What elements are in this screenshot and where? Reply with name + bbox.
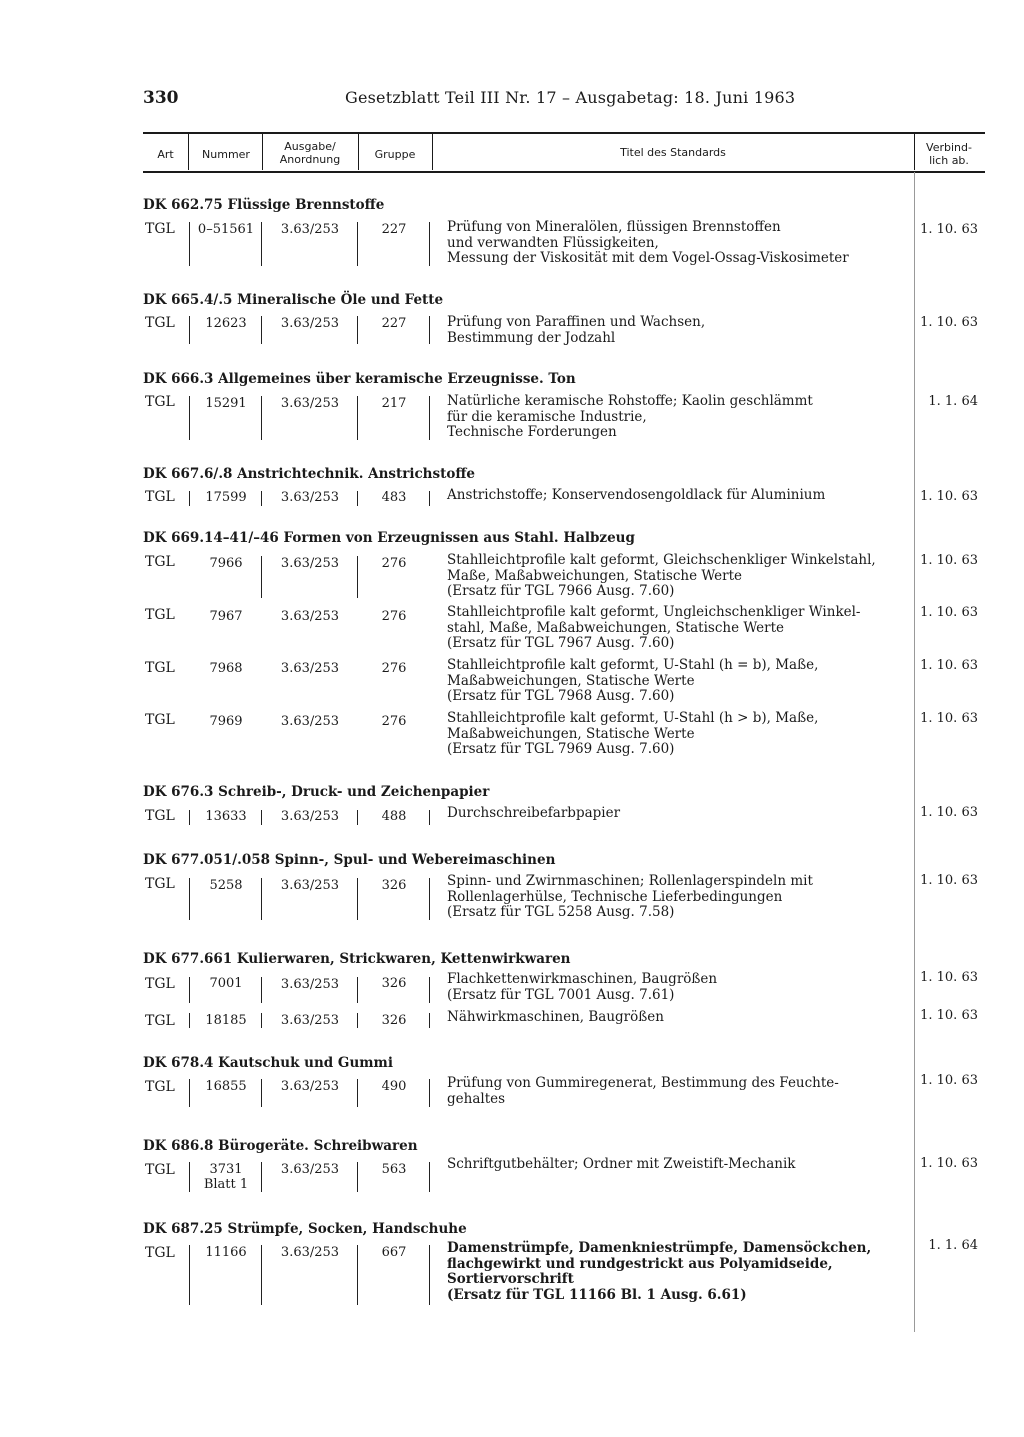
row-ausgabe: 3.63/253 <box>280 490 340 505</box>
cell-divider <box>261 491 262 506</box>
row-titel: Stahlleichtprofile kalt geformt, Ungleichschenkliger Winkel- stahl, Maße, Maßabweichungen, Statische Werte (Ersatz für TGL 7967 Ausg. 7.60) <box>447 604 861 651</box>
row-ausgabe: 3.63/253 <box>280 222 340 237</box>
row-nummer: 12623 <box>205 316 247 331</box>
cell-divider <box>357 878 358 920</box>
cell-divider <box>261 1079 262 1107</box>
row-nummer: 16855 <box>205 1079 247 1094</box>
row-ausgabe: 3.63/253 <box>280 878 340 893</box>
cell-divider <box>429 977 430 1003</box>
cell-divider <box>261 316 262 344</box>
cell-divider <box>189 222 190 266</box>
section-title: DK 662.75 Flüssige Brennstoffe <box>143 197 385 213</box>
row-art: TGL <box>145 876 175 892</box>
row-gruppe: 326 <box>381 878 407 893</box>
row-nummer: 7967 <box>209 609 243 624</box>
cell-divider <box>189 396 190 440</box>
cell-divider <box>357 491 358 506</box>
cell-divider <box>429 396 430 440</box>
cell-divider <box>189 316 190 344</box>
section-title: DK 676.3 Schreib-, Druck- und Zeichenpapier <box>143 784 490 800</box>
row-gruppe: 488 <box>381 809 407 824</box>
row-gruppe: 667 <box>381 1245 407 1260</box>
cell-divider <box>357 556 358 598</box>
row-gruppe: 490 <box>381 1079 407 1094</box>
row-verbindlich: 1. 10. 63 <box>920 315 978 330</box>
cell-divider <box>189 1079 190 1107</box>
cell-divider <box>261 810 262 825</box>
cell-divider <box>429 316 430 344</box>
row-titel: Spinn- und Zwirnmaschinen; Rollenlagerspindeln mit Rollenlagerhülse, Technische Lieferbedingungen (Ersatz für TGL 5258 Ausg. 7.58) <box>447 873 813 920</box>
row-titel: Damenstrümpfe, Damenkniestrümpfe, Damensöckchen, flachgewirkt und rundgestrickt aus Polyamidseide, Sortiervorschrift (Ersatz für TGL 11166 Bl. 1 Ausg. 6.61) <box>447 1240 872 1303</box>
cell-divider <box>429 1079 430 1107</box>
row-nummer: 11166 <box>205 1245 247 1260</box>
row-gruppe: 276 <box>381 661 407 676</box>
section-title: DK 677.661 Kulierwaren, Strickwaren, Kettenwirkwaren <box>143 951 571 967</box>
cell-divider <box>261 977 262 1003</box>
header-rule-bottom <box>143 171 985 173</box>
row-gruppe: 326 <box>381 1013 407 1028</box>
row-art: TGL <box>145 607 175 623</box>
row-verbindlich: 1. 1. 64 <box>928 394 978 409</box>
cell-divider <box>261 222 262 266</box>
row-art: TGL <box>145 1013 175 1029</box>
page-header: Gesetzblatt Teil III Nr. 17 – Ausgabetag: 18. Juni 1963 <box>345 88 796 107</box>
cell-divider <box>261 1162 262 1192</box>
row-ausgabe: 3.63/253 <box>280 714 340 729</box>
row-gruppe: 217 <box>381 396 407 411</box>
row-art: TGL <box>145 1245 175 1261</box>
row-verbindlich: 1. 10. 63 <box>920 1008 978 1023</box>
row-titel: Nähwirkmaschinen, Baugrößen <box>447 1009 664 1025</box>
row-art: TGL <box>145 315 175 331</box>
row-titel: Prüfung von Gummiregenerat, Bestimmung des Feuchte- gehaltes <box>447 1075 839 1107</box>
row-art: TGL <box>145 1162 175 1178</box>
row-art: TGL <box>145 489 175 505</box>
cell-divider <box>429 1245 430 1305</box>
column-header-titel: Titel des Standards <box>620 146 726 159</box>
row-verbindlich: 1. 10. 63 <box>920 711 978 726</box>
row-verbindlich: 1. 10. 63 <box>920 658 978 673</box>
row-nummer: 3731 Blatt 1 <box>203 1162 249 1192</box>
column-header-art: Art <box>157 148 174 161</box>
cell-divider <box>261 396 262 440</box>
cell-divider <box>189 810 190 825</box>
cell-divider <box>429 1013 430 1028</box>
row-gruppe: 276 <box>381 556 407 571</box>
section-title: DK 669.14–41/–46 Formen von Erzeugnissen aus Stahl. Halbzeug <box>143 530 635 546</box>
row-nummer: 17599 <box>205 490 247 505</box>
row-verbindlich: 1. 10. 63 <box>920 873 978 888</box>
row-verbindlich: 1. 1. 64 <box>928 1238 978 1253</box>
row-ausgabe: 3.63/253 <box>280 809 340 824</box>
row-verbindlich: 1. 10. 63 <box>920 489 978 504</box>
row-verbindlich: 1. 10. 63 <box>920 1156 978 1171</box>
cell-divider <box>189 1245 190 1305</box>
row-art: TGL <box>145 554 175 570</box>
row-nummer: 15291 <box>205 396 247 411</box>
row-titel: Stahlleichtprofile kalt geformt, U-Stahl (h = b), Maße, Maßabweichungen, Statische Werte (Ersatz für TGL 7968 Ausg. 7.60) <box>447 657 819 704</box>
row-art: TGL <box>145 1079 175 1095</box>
column-header-gruppe: Gruppe <box>374 148 416 161</box>
row-gruppe: 276 <box>381 609 407 624</box>
section-title: DK 678.4 Kautschuk und Gummi <box>143 1055 393 1071</box>
cell-divider <box>357 1245 358 1305</box>
row-titel: Schriftgutbehälter; Ordner mit Zweistift-Mechanik <box>447 1156 796 1172</box>
cell-divider <box>357 810 358 825</box>
cell-divider <box>357 1162 358 1192</box>
cell-divider <box>357 222 358 266</box>
section-title: DK 677.051/.058 Spinn-, Spul- und Webereimaschinen <box>143 852 556 868</box>
row-ausgabe: 3.63/253 <box>280 556 340 571</box>
row-nummer: 7001 <box>209 976 243 991</box>
cell-divider <box>189 1013 190 1028</box>
row-gruppe: 227 <box>381 316 407 331</box>
row-ausgabe: 3.63/253 <box>280 1079 340 1094</box>
row-nummer: 7969 <box>209 714 243 729</box>
row-nummer: 18185 <box>205 1013 247 1028</box>
row-art: TGL <box>145 976 175 992</box>
section-title: DK 686.8 Bürogeräte. Schreibwaren <box>143 1138 418 1154</box>
row-titel: Flachkettenwirkmaschinen, Baugrößen (Ersatz für TGL 7001 Ausg. 7.61) <box>447 971 718 1003</box>
row-ausgabe: 3.63/253 <box>280 1245 340 1260</box>
row-art: TGL <box>145 221 175 237</box>
cell-divider <box>429 878 430 920</box>
page-number: 330 <box>143 88 179 108</box>
row-gruppe: 483 <box>381 490 407 505</box>
row-nummer: 0–51561 <box>197 222 255 237</box>
row-titel: Stahlleichtprofile kalt geformt, Gleichschenkliger Winkelstahl, Maße, Maßabweichungen, Statische Werte (Ersatz für TGL 7966 Ausg. 7.60) <box>447 552 876 599</box>
row-art: TGL <box>145 808 175 824</box>
cell-divider <box>357 316 358 344</box>
cell-divider <box>189 1162 190 1192</box>
row-nummer: 7966 <box>209 556 243 571</box>
section-title: DK 665.4/.5 Mineralische Öle und Fette <box>143 292 444 308</box>
column-header-ausgabe: Ausgabe/ Anordnung <box>279 140 341 166</box>
row-titel: Durchschreibefarbpapier <box>447 805 621 821</box>
row-verbindlich: 1. 10. 63 <box>920 1073 978 1088</box>
cell-divider <box>429 491 430 506</box>
cell-divider <box>357 1079 358 1107</box>
row-ausgabe: 3.63/253 <box>280 1162 340 1177</box>
cell-divider <box>189 878 190 920</box>
row-nummer: 7968 <box>209 661 243 676</box>
row-gruppe: 227 <box>381 222 407 237</box>
section-title: DK 687.25 Strümpfe, Socken, Handschuhe <box>143 1221 467 1237</box>
cell-divider <box>429 1162 430 1192</box>
cell-divider <box>189 977 190 1003</box>
row-art: TGL <box>145 660 175 676</box>
cell-divider <box>261 556 262 598</box>
row-titel: Stahlleichtprofile kalt geformt, U-Stahl (h > b), Maße, Maßabweichungen, Statische Werte (Ersatz für TGL 7969 Ausg. 7.60) <box>447 710 819 757</box>
cell-divider <box>357 396 358 440</box>
row-art: TGL <box>145 394 175 410</box>
row-ausgabe: 3.63/253 <box>280 661 340 676</box>
cell-divider <box>357 1013 358 1028</box>
row-gruppe: 326 <box>381 976 407 991</box>
row-ausgabe: 3.63/253 <box>280 1013 340 1028</box>
header-rule-top <box>143 132 985 134</box>
row-ausgabe: 3.63/253 <box>280 609 340 624</box>
row-art: TGL <box>145 712 175 728</box>
row-verbindlich: 1. 10. 63 <box>920 553 978 568</box>
row-nummer: 5258 <box>209 878 243 893</box>
row-ausgabe: 3.63/253 <box>280 316 340 331</box>
cell-divider <box>261 1013 262 1028</box>
row-titel: Natürliche keramische Rohstoffe; Kaolin geschlämmt für die keramische Industrie, Technische Forderungen <box>447 393 813 440</box>
section-title: DK 666.3 Allgemeines über keramische Erzeugnisse. Ton <box>143 371 576 387</box>
row-ausgabe: 3.63/253 <box>280 977 340 992</box>
row-verbindlich: 1. 10. 63 <box>920 805 978 820</box>
cell-divider <box>189 491 190 506</box>
column-divider <box>188 134 189 170</box>
row-gruppe: 563 <box>381 1162 407 1177</box>
row-titel: Prüfung von Paraffinen und Wachsen, Bestimmung der Jodzahl <box>447 314 706 346</box>
section-title: DK 667.6/.8 Anstrichtechnik. Anstrichstoffe <box>143 466 476 482</box>
cell-divider <box>261 878 262 920</box>
column-header-nummer: Nummer <box>202 148 250 161</box>
column-header-verbindlich: Verbind- lich ab. <box>926 141 972 167</box>
row-titel: Anstrichstoffe; Konservendosengoldlack für Aluminium <box>447 487 826 503</box>
cell-divider <box>429 810 430 825</box>
row-verbindlich: 1. 10. 63 <box>920 222 978 237</box>
row-verbindlich: 1. 10. 63 <box>920 970 978 985</box>
row-titel: Prüfung von Mineralölen, flüssigen Brennstoffen und verwandten Flüssigkeiten, Messung der Viskosität mit dem Vogel-Ossag-Viskosimeter <box>447 219 849 266</box>
row-gruppe: 276 <box>381 714 407 729</box>
row-verbindlich: 1. 10. 63 <box>920 605 978 620</box>
cell-divider <box>429 222 430 266</box>
cell-divider <box>261 1245 262 1305</box>
cell-divider <box>357 977 358 1003</box>
row-nummer: 13633 <box>205 809 247 824</box>
row-ausgabe: 3.63/253 <box>280 396 340 411</box>
